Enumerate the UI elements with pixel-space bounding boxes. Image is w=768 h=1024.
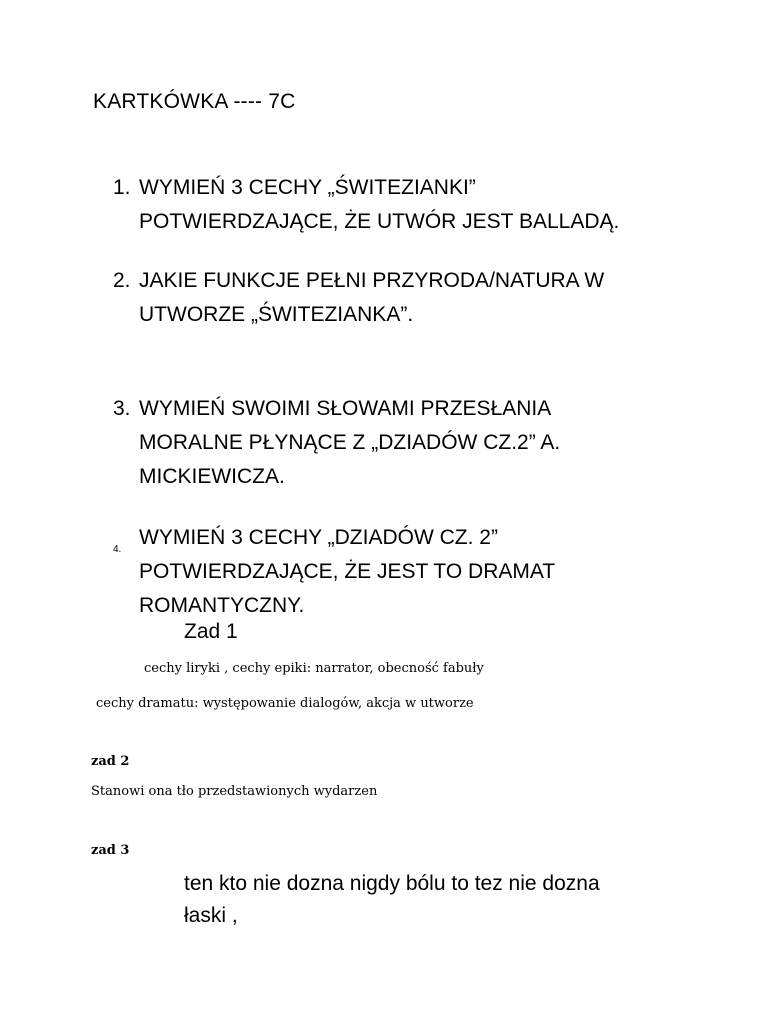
question-line: UTWORZE „ŚWITEZIANKA”. [139,303,414,326]
question-line: POTWIERDZAJĄCE, ŻE JEST TO DRAMAT [139,560,556,583]
question-line: WYMIEŃ 3 CECHY „ŚWITEZIANKI” [139,176,476,199]
question-2 [113,264,673,332]
question-number: 4. [113,544,122,555]
answer-3-line: ten kto nie dozna nigdy bólu to tez nie dozna [184,872,600,895]
answer-1-line-1: cechy liryki , cechy epiki: narrator, obecność fabuły [144,661,484,676]
question-line: MORALNE PŁYNĄCE Z „DZIADÓW CZ.2” A. [139,431,561,454]
question-line: MICKIEWICZA. [139,465,285,488]
answer-3-text [184,868,600,932]
answer-2-label: zad 2 [91,754,130,769]
answer-2-text: Stanowi ona tło przedstawionych wydarzen [91,784,378,799]
question-line: POTWIERDZAJĄCE, ŻE UTWÓR JEST BALLADĄ. [139,210,620,233]
question-3 [113,392,673,494]
question-number: 2. [113,269,131,292]
question-line: WYMIEŃ SWOIMI SŁOWAMI PRZESŁANIA [139,397,552,420]
question-number: 1. [113,176,131,199]
question-number: 3. [113,397,131,420]
question-1 [113,171,673,239]
question-line: JAKIE FUNKCJE PEŁNI PRZYRODA/NATURA W [139,269,605,292]
question-line: WYMIEŃ 3 CECHY „DZIADÓW CZ. 2” [139,526,498,549]
question-line: ROMANTYCZNY. [139,594,305,617]
answer-1-line-2: cechy dramatu: występowanie dialogów, akcja w utworze [96,696,474,711]
answer-3-line: łaski , [184,904,238,927]
answer-1-label: Zad 1 [184,620,238,643]
answer-3-label: zad 3 [91,843,130,858]
question-4 [113,521,673,623]
page-title: KARTKÓWKA ---- 7C [93,90,296,113]
